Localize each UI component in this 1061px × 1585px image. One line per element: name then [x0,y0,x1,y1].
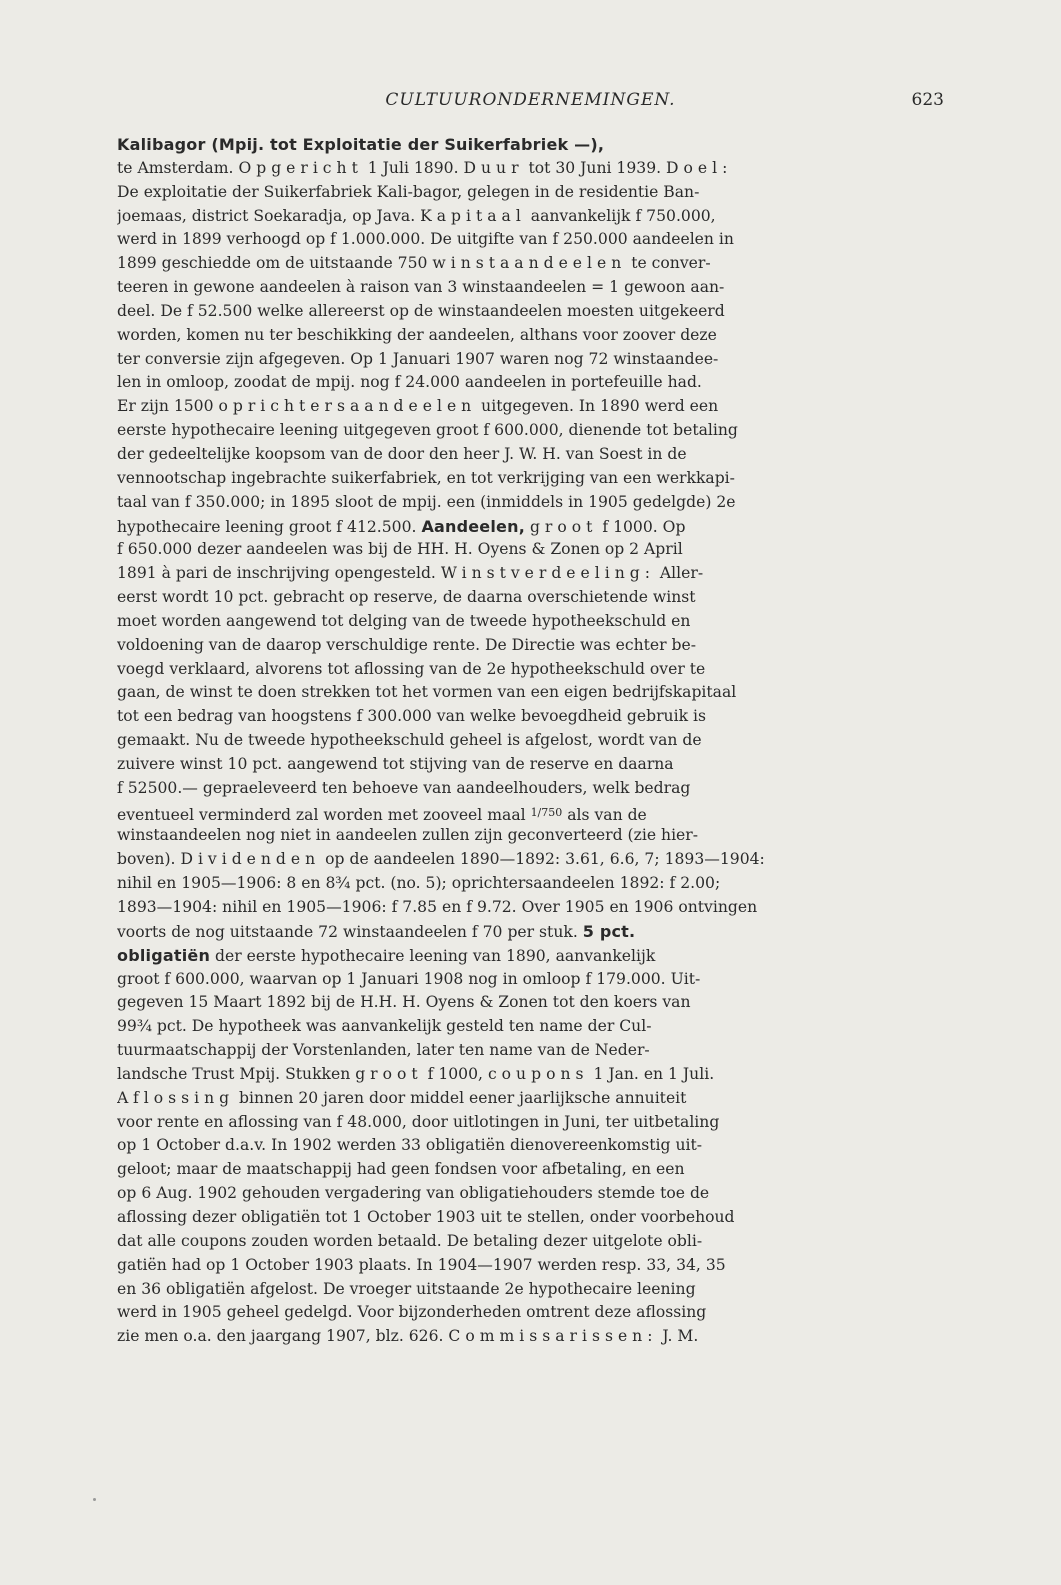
text-line [117,1301,944,1325]
text-line [117,610,944,634]
spaced-keyword: Opgericht [238,158,363,177]
text-run: voor rente en aflossing van f 48.000, door uitlotingen in Juni, ter uitbetaling [117,1112,720,1131]
bold-heading: Kalibagor (Mpij. tot Exploitatie der Suikerfabriek —), [117,135,605,154]
text-line [117,801,944,825]
text-run: en 36 obligatiën afgelost. De vroeger uitstaande 2e hypothecaire leening [117,1279,696,1298]
text-run: f 650.000 dezer aandeelen was bij de HH. H. Oyens & Zonen op 2 April [117,540,683,559]
spaced-keyword: coupons [487,1064,589,1083]
text-line [117,944,944,968]
spaced-keyword: groot [355,1064,423,1083]
text-line [117,181,944,205]
text-line [117,1111,944,1135]
text-run: teeren in gewone aandeelen à raison van 3 winstaandeelen = 1 gewoon aan- [117,278,725,297]
text-run: len in omloop, zoodat de mpij. nog f 24.000 aandeelen in portefeuille had. [117,373,702,392]
text-line [117,1206,944,1230]
text-run: als van de [562,805,647,824]
text-run: tot 30 Juni 1939. [523,158,667,177]
text-run: worden, komen nu ter beschikking der aandeelen, althans voor zoover deze [117,325,717,344]
spaced-keyword: groot [529,517,598,536]
text-run: eerst wordt 10 pct. gebracht op reserve, de daarna overschietende winst [117,588,696,607]
text-line [117,252,944,276]
text-run: deel. De f 52.500 welke allereerst op de winstaandeelen moesten uitgekeerd [117,301,725,320]
text-run: f 52500.— gepraeleveerd ten behoeve van aandeelhouders, welk bedrag [117,778,691,797]
text-run: tot een bedrag van hoogstens f 300.000 van welke bevoegdheid gebruik is [117,707,706,726]
text-run: voorts de nog uitstaande 72 winstaandeelen f 70 per stuk. [117,922,583,941]
text-run: der eerste hypothecaire leening van 1890, aanvankelijk [210,946,656,965]
text-run: taal van f 350.000; in 1895 sloot de mpij. een (inmiddels in 1905 gedelgde) 2e [117,492,736,511]
text-line [117,1278,944,1302]
text-line [117,586,944,610]
text-line [117,348,944,372]
text-run: 1893—1904: nihil en 1905—1906: f 7.85 en f 9.72. Over 1905 en 1906 ontvingen [117,898,758,916]
text-run: J. M. [657,1327,699,1346]
bold-heading: 5 pct. [582,921,636,941]
text-line [117,824,944,848]
text-run: eerste hypothecaire leening uitgegeven groot f 600.000, dienende tot betaling [117,421,738,440]
entry-text [117,133,944,1349]
text-run: voegd verklaard, alvorens tot aflossing van de 2e hypotheekschuld over te [117,659,706,678]
page-header [117,90,944,130]
page-number: 623 [911,90,944,110]
text-run: dat alle coupons zouden worden betaald. De betaling dezer uitgelote obli- [117,1231,703,1250]
text-run: Aller- [654,564,704,583]
text-line [117,896,944,920]
text-run: 1891 à pari de inschrijving opengesteld. [117,564,441,583]
text-run: ter conversie zijn afgegeven. Op 1 Januari 1907 waren nog 72 winstaandee- [117,349,719,368]
text-run: werd in 1899 verhoogd op f 1.000.000. De uitgifte van f 250.000 aandeelen in [117,230,734,249]
text-line [117,276,944,300]
text-run: boven). [117,850,181,869]
text-run: op 1 October d.a.v. In 1902 werden 33 obligatiën dienovereenkomstig uit- [117,1136,703,1155]
text-line [117,1015,944,1039]
text-line [117,562,944,586]
text-run: gemaakt. Nu de tweede hypotheekschuld geheel is afgelost, wordt van de [117,731,702,750]
text-run: eventueel verminderd zal worden met zooveel maal [117,805,531,824]
text-run: f 1000, [422,1064,488,1083]
text-line [117,515,944,539]
text-line [117,205,944,229]
text-run: werd in 1905 geheel gedelgd. Voor bijzonderheden omtrent deze aflossing [117,1303,707,1322]
bold-heading: obligatiën [117,945,211,965]
text-run: binnen 20 jaren door middel eener jaarlijksche annuiteit [234,1088,687,1107]
spaced-keyword: Commissarissen: [448,1327,658,1346]
text-line [117,228,944,252]
text-line [117,753,944,777]
text-line [117,729,944,753]
text-line [117,395,944,419]
margin-speck [93,1498,96,1501]
text-run: 99¾ pct. De hypotheek was aanvankelijk gesteld ten name der Cul- [117,1017,652,1036]
text-line [117,634,944,658]
text-run: aflossing dezer obligatiën tot 1 October 1903 uit te stellen, onder voorbehoud [117,1207,735,1226]
text-run: gaan, de winst te doen strekken tot het vormen van een eigen bedrijfskapitaal [117,683,737,702]
spaced-keyword: winstaandeelen [432,254,627,273]
text-line [117,1254,944,1278]
text-run: aanvankelijk f 750.000, [525,206,716,225]
text-line [117,991,944,1015]
text-run: der gedeeltelijke koopsom van de door den heer J. W. H. van Soest in de [117,444,687,463]
text-run: f 1000. Op [597,517,686,536]
spaced-keyword: Dividenden [180,850,321,869]
text-line [117,491,944,515]
text-line [117,157,944,181]
text-line [117,300,944,324]
text-run: op de aandeelen 1890—1892: 3.61, 6.6, 7; 1893—1904: [320,850,765,869]
text-run: winstaandeelen nog niet in aandeelen zullen zijn geconverteerd (zie hier- [117,826,699,845]
spaced-keyword: Aflossing [117,1088,235,1107]
text-line [117,1325,944,1349]
text-run: gatiën had op 1 October 1903 plaats. In 1904—1907 werden resp. 33, 34, 35 [117,1255,726,1274]
text-line [117,777,944,801]
text-line [117,1158,944,1182]
text-run: Er zijn 1500 [117,397,219,416]
text-run: 1 Jan. en 1 Juli. [588,1064,715,1083]
text-run: joemaas, district Soekaradja, op Java. [117,206,421,225]
spaced-keyword: Winstverdeeling: [440,564,655,583]
text-line [117,324,944,348]
text-run: hypothecaire leening groot f 412.500. [117,517,422,536]
text-line [117,467,944,491]
text-line [117,872,944,896]
text-run: 1 Juli 1890. [362,158,464,177]
text-line [117,920,944,944]
spaced-keyword: Duur [463,158,524,177]
text-line [117,658,944,682]
text-line [117,1182,944,1206]
text-run: op 6 Aug. 1902 gehouden vergadering van obligatiehouders stemde toe de [117,1184,710,1203]
text-run: zie men o.a. den jaargang 1907, blz. 626. [117,1327,449,1346]
text-line [117,968,944,992]
text-line [117,443,944,467]
text-run: geloot; maar de maatschappij had geen fondsen voor afbetaling, en een [117,1160,685,1179]
text-run: De exploitatie der Suikerfabriek Kali-bagor, gelegen in de residentie Ban- [117,182,700,201]
spaced-keyword: Doel: [666,158,733,177]
text-run: uitgegeven. In 1890 werd een [476,397,719,416]
bold-heading: Aandeelen, [421,516,525,536]
text-run: vennootschap ingebrachte suikerfabriek, en tot verkrijging van een werkkapi- [117,468,735,487]
spaced-keyword: Kapitaal [420,206,526,225]
text-line [117,371,944,395]
text-run: te Amsterdam. [117,158,239,177]
text-run: moet worden aangewend tot delging van de tweede hypotheekschuld en [117,611,691,630]
text-run: landsche Trust Mpij. Stukken [117,1064,356,1083]
text-run: gegeven 15 Maart 1892 bij de H.H. H. Oyens & Zonen tot den koers van [117,993,691,1012]
text-run: tuurmaatschappij der Vorstenlanden, later ten name van de Neder- [117,1041,650,1060]
text-line [117,1063,944,1087]
text-line [117,681,944,705]
text-run: zuivere winst 10 pct. aangewend tot stijving van de reserve en daarna [117,754,674,773]
text-line [117,848,944,872]
spaced-keyword: oprichtersaandeelen [218,397,477,416]
text-line [117,419,944,443]
text-line [117,538,944,562]
text-line [117,1087,944,1111]
text-run: groot f 600.000, waarvan op 1 Januari 1908 nog in omloop f 179.000. Uit- [117,969,701,988]
text-run: te conver- [626,254,711,273]
text-run: 1/750 [530,805,563,819]
text-line [117,705,944,729]
running-title: CULTUURONDERNEMINGEN. [385,90,676,110]
text-run: 1899 geschiedde om de uitstaande 750 [117,254,433,273]
text-line [117,133,944,157]
text-run: voldoening van de daarop verschuldige rente. De Directie was echter be- [117,635,697,654]
text-run: nihil en 1905—1906: 8 en 8¾ pct. (no. 5); oprichtersaandeelen 1892: f 2.00; [117,874,721,893]
text-line [117,1230,944,1254]
text-line [117,1039,944,1063]
text-line [117,1134,944,1158]
